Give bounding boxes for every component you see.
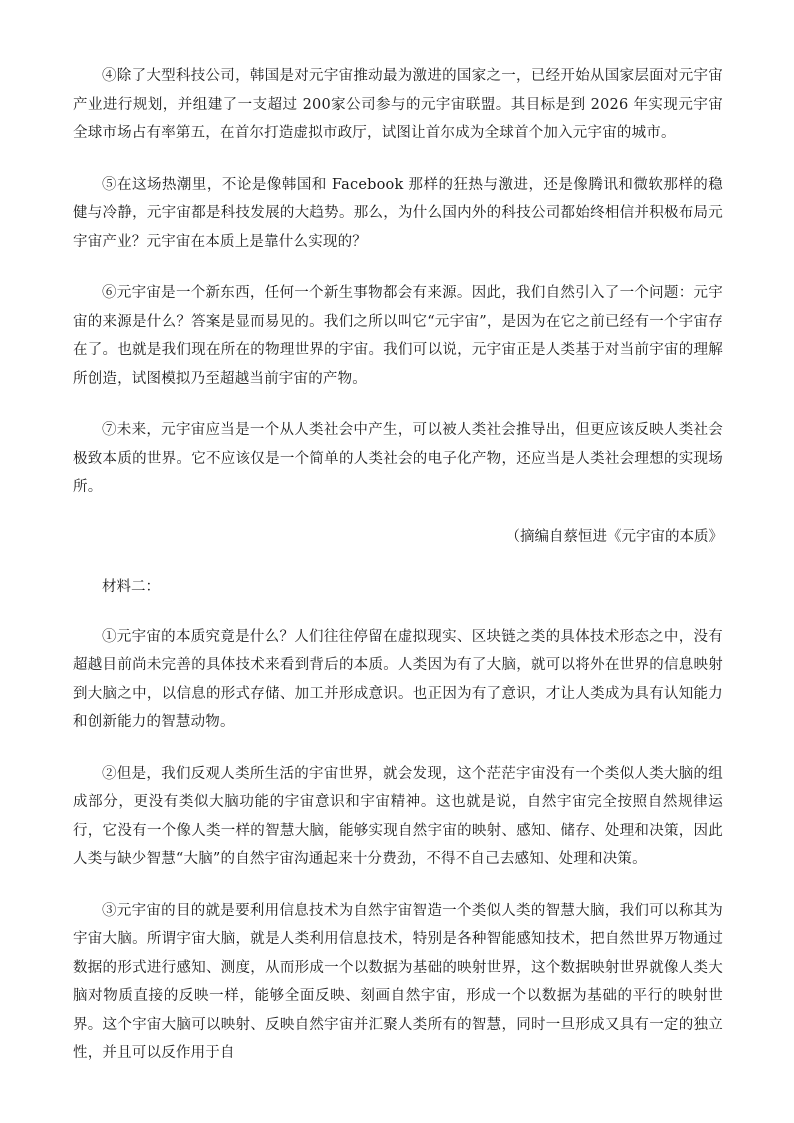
material-two-paragraph-1: ①元宇宙的本质究竟是什么？人们往往停留在虚拟现实、区块链之类的具体技术形态之中，没有超越目前尚未完善的具体技术来看到背后的本质。人类因为有了大脑，就可以将外在世界的信息映射到大脑之中，以信息的形式存储、加工并形成意识。也正因为有了意识，才让人类成为具有认知能力和创新能力的智慧动物。 [73,628,723,730]
paragraph-5: ⑤在这场热潮里，不论是像韩国和 Facebook 那样的狂热与激进，还是像腾讯和微软那样的稳健与冷静，元宇宙都是科技发展的大趋势。那么，为什么国内外的科技公司都始终相信并积极布局元宇宙产业？元宇宙在本质上是靠什么实现的？ [73,176,723,250]
paragraph-6: ⑥元宇宙是一个新东西，任何一个新生事物都会有来源。因此，我们自然引入了一个问题：元宇宙的来源是什么？答案是显而易见的。我们之所以叫它“元宇宙”，是因为在它之前已经有一个宇宙存在了。也就是我们现在所在的物理世界的宇宙。我们可以说，元宇宙正是人类基于对当前宇宙的理解所创造，试图模拟乃至超越当前宇宙的产物。 [73,285,723,387]
document-page [73,62,723,1091]
material-two-heading: 材料二： [102,579,160,595]
source-citation: （摘编自蔡恒进《元宇宙的本质》 [505,528,723,545]
paragraph-4: ④除了大型科技公司，韩国是对元宇宙推动最为激进的国家之一，已经开始从国家层面对元宇宙产业进行规划，并组建了一支超过 200家公司参与的元宇宙联盟。其目标是到 2026 年实现元宇宙全球市场占有率第五，在首尔打造虚拟市政厅，试图让首尔成为全球首个加入元宇宙的城市。 [73,68,723,141]
material-two-paragraph-2: ②但是，我们反观人类所生活的宇宙世界，就会发现，这个茫茫宇宙没有一个类似人类大脑的组成部分，更没有类似大脑功能的宇宙意识和宇宙精神。这也就是说，自然宇宙完全按照自然规律运行，它没有一个像人类一样的智慧大脑，能够实现自然宇宙的映射、感知、储存、处理和决策，因此人类与缺少智慧“大脑”的自然宇宙沟通起来十分费劲，不得不自己去感知、处理和决策。 [73,765,723,867]
paragraph-7: ⑦未来，元宇宙应当是一个从人类社会中产生，可以被人类社会推导出，但更应该反映人类社会极致本质的世界。它不应该仅是一个简单的人类社会的电子化产物，还应当是人类社会理想的实现场所。 [73,422,723,495]
material-two-paragraph-3: ③元宇宙的目的就是要利用信息技术为自然宇宙智造一个类似人类的智慧大脑，我们可以称其为宇宙大脑。所谓宇宙大脑，就是人类利用信息技术，特别是各种智能感知技术，把自然世界万物通过数据的形式进行感知、测度，从而形成一个以数据为基础的映射世界，这个数据映射世界就像人类大脑对物质直接的反映一样，能够全面反映、刻画自然宇宙，形成一个以数据为基础的平行的映射世界。这个宇宙大脑可以映射、反映自然宇宙并汇聚人类所有的智慧，同时一旦形成又具有一定的独立性，并且可以反作用于自 [73,902,723,1061]
